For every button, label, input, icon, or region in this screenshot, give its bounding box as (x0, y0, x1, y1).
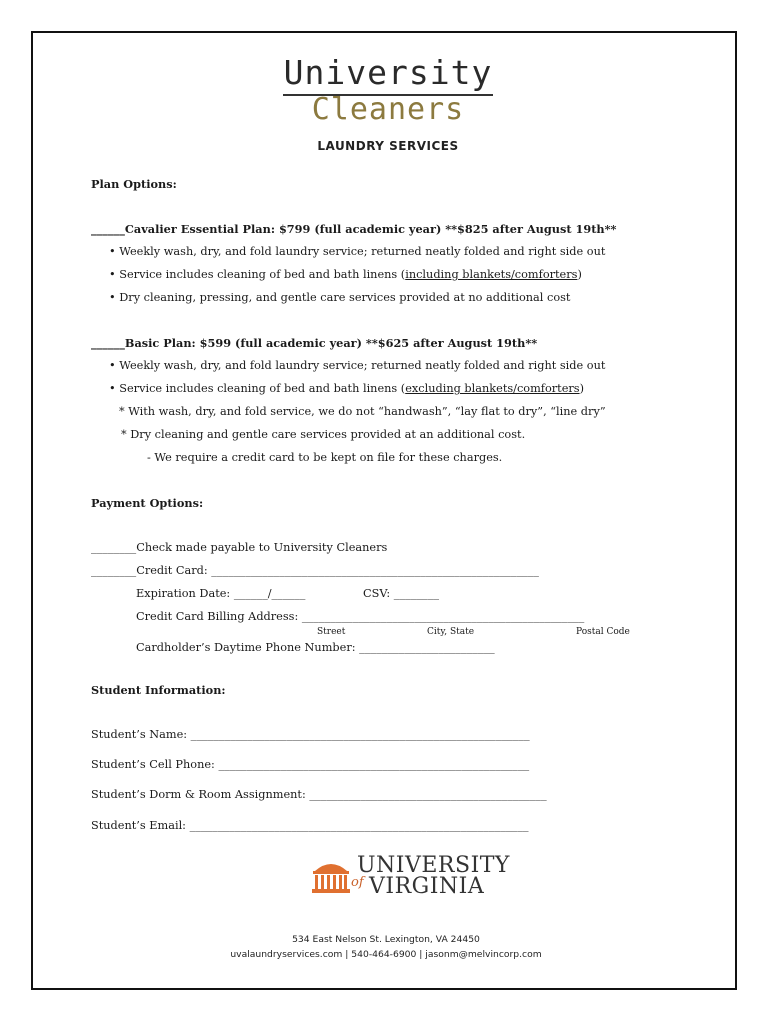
basic-note-3: - We require a credit card to be kept on file for these charges. (147, 451, 503, 464)
student-cell-phone-field[interactable]: Student’s Cell Phone: _______________________________________________________ (91, 758, 530, 771)
footer-contact: uvalaundryservices.com | 540-464-6900 | jasonm@melvincorp.com (230, 949, 542, 960)
payment-options-heading: Payment Options: (91, 496, 204, 510)
basic-bullet-1: • Weekly wash, dry, and fold laundry service; returned neatly folded and right side out (109, 359, 606, 372)
billing-address-field[interactable]: Credit Card Billing Address: __________________________________________________ (136, 610, 585, 623)
basic-plan-title (91, 336, 537, 350)
student-email-field[interactable]: Student’s Email: ____________________________________________________________ (91, 819, 529, 832)
cavalier-bullet-2 (109, 268, 582, 281)
student-name-field[interactable]: Student’s Name: ____________________________________________________________ (91, 728, 530, 741)
basic-note-1: * With wash, dry, and fold service, we do not “handwash”, “lay flat to dry”, “line dry” (119, 405, 606, 418)
check-option-field[interactable]: ________Check made payable to University Cleaners (91, 541, 388, 554)
basic-plan-blank[interactable]: ______ (91, 336, 125, 350)
cavalier-bullet-1: • Weekly wash, dry, and fold laundry service; returned neatly folded and right side out (109, 245, 606, 258)
uva-line1: UNIVERSITY (357, 853, 510, 878)
logo-line2: Cleaners (311, 92, 465, 127)
cavalier-bullet-3: • Dry cleaning, pressing, and gentle care services provided at no additional cost (109, 291, 571, 304)
form-page (31, 31, 737, 990)
footer-address: 534 East Nelson St. Lexington, VA 24450 (292, 934, 480, 945)
uva-of: of (351, 875, 364, 890)
basic-bullet-2 (109, 382, 584, 395)
cardholder-phone-field[interactable]: Cardholder’s Daytime Phone Number: ________________________ (136, 641, 495, 654)
plan-options-heading: Plan Options: (91, 177, 177, 191)
cavalier-plan-title (91, 222, 616, 236)
expiration-date-field[interactable]: Expiration Date: ______/______ (136, 587, 306, 600)
cavalier-plan-blank[interactable]: ______ (91, 222, 125, 236)
cavalier-bullet-2-post: ) (577, 268, 582, 281)
city-state-caption: City, State (427, 627, 475, 637)
basic-bullet-2-post: ) (579, 382, 585, 395)
basic-note-2: * Dry cleaning and gentle care services provided at an additional cost. (121, 428, 526, 441)
csv-field[interactable]: CSV: ________ (363, 587, 439, 600)
cavalier-plan-text: Cavalier Essential Plan: $799 (full academic year) **$825 after August 19th** (124, 222, 617, 236)
uva-line2: VIRGINIA (369, 874, 485, 899)
uva-logo (311, 853, 511, 903)
student-information-heading: Student Information: (91, 683, 226, 697)
student-dorm-field[interactable]: Student’s Dorm & Room Assignment: __________________________________________ (91, 788, 547, 801)
logo-tagline: LAUNDRY SERVICES (317, 139, 459, 153)
cavalier-bullet-2-underlined: including blankets/comforters (405, 268, 578, 281)
rotunda-icon (311, 855, 351, 895)
logo-line1: University (283, 53, 493, 92)
postal-code-caption: Postal Code (576, 627, 630, 637)
university-cleaners-logo (283, 53, 493, 133)
basic-plan-text: Basic Plan: $599 (full academic year) **$625 after August 19th** (124, 336, 538, 350)
credit-card-field[interactable]: ________Credit Card: __________________________________________________________ (91, 564, 539, 577)
street-caption: Street (317, 627, 346, 637)
basic-bullet-2-underlined: excluding blankets/comforters (405, 382, 580, 395)
basic-bullet-2-pre: • Service includes cleaning of bed and bath linens ( (109, 382, 406, 395)
cavalier-bullet-2-pre: • Service includes cleaning of bed and bath linens ( (109, 268, 406, 281)
